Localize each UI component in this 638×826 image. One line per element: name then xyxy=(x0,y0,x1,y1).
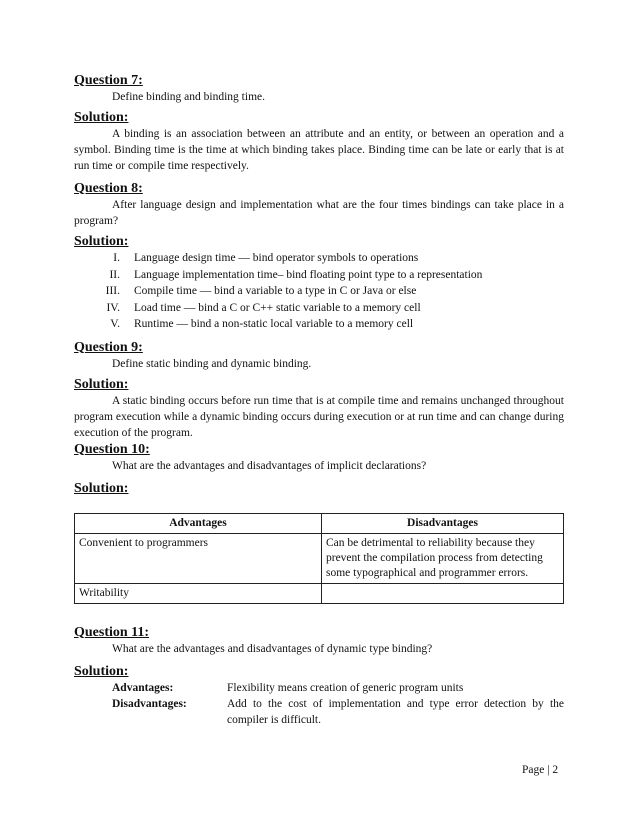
question-heading: Question 9: xyxy=(74,339,143,355)
solution-heading: Solution: xyxy=(74,480,129,496)
table-cell xyxy=(322,583,564,603)
solution-text: A binding is an association between an attribute and an entity, or between an operation and a symbol. Binding time is the time at which binding takes place. Binding time can be late or early that is at run time or compile time respectively. xyxy=(74,128,564,172)
question-text: Define static binding and dynamic binding. xyxy=(112,357,312,370)
advantages-row xyxy=(74,680,564,696)
question-heading: Question 10: xyxy=(74,441,150,457)
advantages-label: Advantages: xyxy=(112,681,174,694)
table-row xyxy=(75,533,564,583)
list-item: V. Runtime — bind a non-static local variable to a memory cell xyxy=(110,318,414,330)
question-8 xyxy=(74,180,564,333)
list-item: I. Language design time — bind operator symbols to operations xyxy=(113,252,419,264)
question-11 xyxy=(74,624,564,728)
question-10 xyxy=(74,441,564,604)
disadvantages-text: Add to the cost of implementation and type error detection by the compiler is difficult. xyxy=(227,697,564,726)
question-9 xyxy=(74,339,564,441)
page-number: Page | 2 xyxy=(522,764,559,776)
disadvantages-row xyxy=(74,696,564,728)
question-heading: Question 7: xyxy=(74,73,143,88)
question-7 xyxy=(74,72,564,174)
table-cell: Convenient to programmers xyxy=(75,533,322,583)
solution-heading: Solution: xyxy=(74,234,129,249)
implicit-declarations-table xyxy=(74,513,564,604)
table-header-row xyxy=(75,513,564,533)
solution-heading: Solution: xyxy=(74,663,129,679)
disadvantages-label: Disadvantages: xyxy=(112,697,187,710)
question-heading: Question 11: xyxy=(74,624,150,640)
table-cell: Can be detrimental to reliability because they prevent the compilation process from detecting some typographical and programmer errors. xyxy=(322,533,564,583)
table-cell: Writability xyxy=(75,583,322,603)
question-text: What are the advantages and disadvantages of implicit declarations? xyxy=(112,459,427,472)
advantages-text: Flexibility means creation of generic program units xyxy=(227,681,464,694)
list-item: III. Compile time — bind a variable to a type in C or Java or else xyxy=(105,285,417,297)
list-item: IV. Load time — bind a C or C++ static variable to a memory cell xyxy=(106,301,421,314)
question-text: What are the advantages and disadvantages of dynamic type binding? xyxy=(112,642,433,655)
table-row xyxy=(75,583,564,603)
document-page xyxy=(74,72,564,728)
solution-heading: Solution: xyxy=(74,110,129,125)
list-item: II. Language implementation time– bind floating point type to a representation xyxy=(109,268,483,281)
solution-text: A static binding occurs before run time that is at compile time and remains unchanged throughout program execution while a dynamic binding occurs during execution or at run time and can change during execution of the program. xyxy=(74,394,564,439)
question-text: After language design and implementation what are the four times bindings can take place in a program? xyxy=(74,199,564,227)
binding-times-list xyxy=(74,250,564,333)
question-heading: Question 8: xyxy=(74,181,143,196)
column-header: Advantages xyxy=(75,513,322,533)
question-text: Define binding and binding time. xyxy=(112,91,265,103)
solution-heading: Solution: xyxy=(74,376,129,392)
column-header: Disadvantages xyxy=(322,513,564,533)
